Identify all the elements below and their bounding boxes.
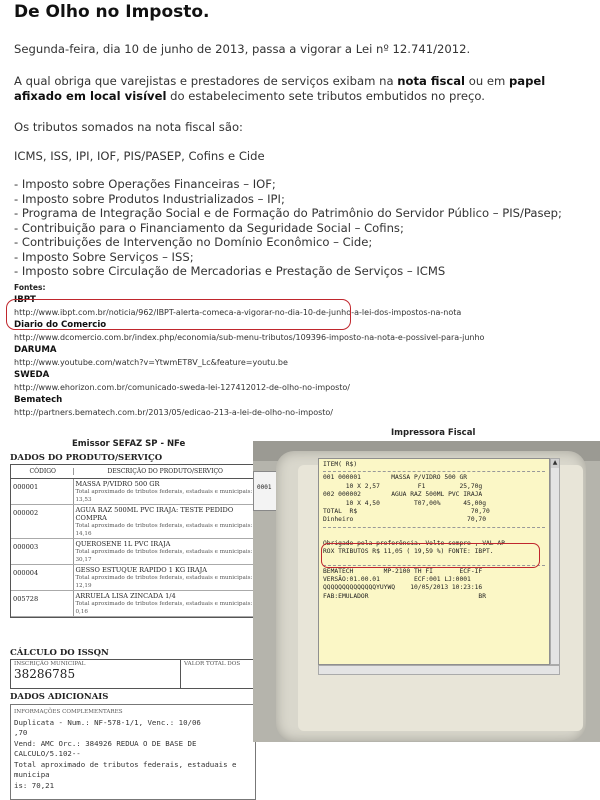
product-desc-cell (73, 479, 256, 504)
adicionais-box (10, 704, 256, 800)
tax-item: - Contribuição para o Financiamento da Seguridade Social – Cofins; (14, 220, 404, 235)
tax-item: - Contribuições de Intervenção no Domínio Econômico – Cide; (14, 235, 373, 249)
product-desc-cell (73, 505, 256, 538)
info-line: Vend: AMC Orc.: 384926 REDUA O DE BASE DE CALCULO/5.102-- (14, 738, 197, 758)
receipt-line: VERSÃO:01.00.01 ECF:001 LJ:0001 (323, 575, 471, 583)
col-desc-header: DESCRIÇÃO DO PRODUTO/SERVIÇO (73, 468, 256, 475)
product-table-header (11, 465, 255, 479)
obriga-text-2: ou em (465, 74, 509, 88)
issqn-title: CÁLCULO DO ISSQN (10, 648, 109, 658)
inscricao-cell (11, 660, 181, 688)
source-url[interactable]: http://www.youtube.com/watch?v=YtwmET8V_Lc&feature=youtu.be (14, 358, 288, 367)
tax-item: - Imposto sobre Produtos Industrializados – IPI; (14, 191, 285, 206)
info-line: Total aproximado de tributos federais, estaduais e municipa (14, 759, 237, 779)
sources-label: Fontes: (14, 283, 46, 292)
source-url[interactable]: http://www.ehorizon.com.br/comunicado-sweda-lei-127412012-de-olho-no-imposto/ (14, 383, 350, 392)
receipt-line: TOTAL R$ 70,70 (323, 507, 490, 515)
horizontal-scrollbar[interactable] (318, 665, 560, 675)
nfe-caption: Emissor SEFAZ SP - NFe (72, 439, 186, 449)
source-name: Diario do Comercio (14, 320, 107, 330)
product-code: 000001 (13, 483, 39, 491)
product-section-title: DADOS DO PRODUTO/SERVIÇO (10, 453, 163, 463)
product-desc-cell (73, 565, 256, 590)
table-row (11, 565, 255, 591)
receipt-line: ITEM( R$) (323, 461, 358, 468)
product-code: 000003 (13, 543, 39, 551)
tax-item: - Imposto sobre Circulação de Mercadorias e Prestação de Serviços – ICMS (14, 264, 446, 278)
page-title: De Olho no Imposto. (14, 2, 210, 22)
source-url[interactable]: http://partners.bematech.com.br/2013/05/edicao-213-a-lei-de-olho-no-imposto/ (14, 408, 333, 417)
valor-total-cell (181, 660, 243, 688)
product-tax-note: Total aproximado de tributos federais, estaduais e municipais: 12,19 (75, 575, 253, 589)
receipt-line: 10 X 2,57 F1 25,70g (323, 482, 483, 490)
nfe-document-image (10, 453, 256, 800)
table-row (11, 505, 255, 539)
table-row (11, 479, 255, 505)
source-name: IBPT (14, 295, 36, 305)
law-obligation-paragraph (14, 74, 589, 104)
source-url[interactable]: http://www.ibpt.com.br/noticia/962/IBPT-alerta-comeca-a-vigorar-no-dia-10-de-junho-a-lei-dos-impostos-na-nota (14, 308, 462, 317)
scroll-up-icon[interactable]: ▲ (552, 459, 558, 466)
col-code-header: CÓDIGO (29, 468, 56, 475)
tax-item: - Imposto Sobre Serviços – ISS; (14, 249, 194, 264)
inscricao-value: 38286785 (14, 667, 76, 681)
product-desc: QUEROSENE 1L PVC IRAJA (75, 540, 171, 548)
receipt-divider (323, 471, 545, 472)
product-code: 000004 (13, 569, 39, 577)
receipt-line: BEMATECH MP-2100 TH FI ECF-IF (323, 567, 483, 575)
table-row (11, 591, 255, 617)
source-url[interactable]: http://www.dcomercio.com.br/index.php/economia/sub-menu-tributos/109396-imposto-na-nota-e-possivel-para-junho (14, 333, 485, 342)
info-line: is: 70,21 (14, 780, 55, 790)
somados-paragraph: Os tributos somados na nota fiscal são: (14, 120, 243, 134)
receipt-line: FAB:EMULADOR BR (323, 592, 487, 600)
receipt-line: QQQQQQQQQQQQQQYUYWQ 10/05/2013 10:23:16 (323, 584, 483, 592)
tax-highlight-oval (321, 543, 540, 568)
product-code: 005728 (13, 595, 39, 603)
tax-item: - Imposto sobre Operações Financeiras – IOF; (14, 177, 276, 191)
product-tax-note: Total aproximado de tributos federais, estaduais e municipais: 0,16 (75, 601, 253, 615)
receipt-line: 10 X 4,50 T07,00% 45,00g (323, 499, 487, 507)
source-name: DARUMA (14, 345, 57, 355)
side-window-fragment: 0001 (253, 471, 277, 511)
product-code: 000002 (13, 509, 39, 517)
product-desc-cell (73, 591, 256, 616)
printer-caption: Impressora Fiscal (391, 428, 476, 438)
product-tax-note: Total aproximado de tributos federais, estaduais e municipais: 13,53 (75, 489, 253, 503)
receipt-line: Dinheiro 70,70 (323, 516, 487, 524)
product-tax-note: Total aproximado de tributos federais, estaduais e municipais: 30,17 (75, 549, 253, 563)
obriga-bold-1: nota fiscal (397, 74, 466, 88)
issqn-box (10, 659, 256, 689)
tax-total-highlight-oval (6, 299, 351, 330)
product-desc: ARRUELA LISA ZINCADA 1/4 (75, 592, 176, 600)
obriga-text-3: do estabelecimento sete tributos embutidos no preço. (166, 89, 485, 103)
receipt-line: ROX TRIBUTOS R$ 11,05 ( 19,59 %) FONTE: IBPT. (323, 548, 494, 556)
intro-paragraph: Segunda-feira, dia 10 de junho de 2013, passa a vigorar a Lei nº 12.741/2012. (14, 42, 471, 56)
fiscal-printer-image (253, 441, 600, 742)
adicionais-title: DADOS ADICIONAIS (10, 692, 109, 702)
source-name: SWEDA (14, 370, 50, 380)
receipt-divider (323, 527, 545, 528)
source-name: Bematech (14, 395, 63, 405)
table-row (11, 539, 255, 565)
receipt-line: Obrigado pela preferência. Volte sempre , VAL AP (323, 539, 505, 547)
product-desc: MASSA P/VIDRO 500 GR (75, 480, 160, 488)
tax-list-summary: ICMS, ISS, IPI, IOF, PIS/PASEP, Cofins e Cide (14, 149, 265, 163)
valor-total-label: VALOR TOTAL DOS (184, 661, 241, 667)
obriga-text-1: A qual obriga que varejistas e prestadores de serviços exibam na (14, 74, 398, 88)
info-label: INFORMAÇÕES COMPLEMENTARES (14, 709, 123, 715)
receipt-line: 001 000001 MASSA P/VIDRO 500 GR (323, 474, 468, 482)
info-line: Duplicata - Num.: NF-578-1/1, Venc.: 10/06 (14, 717, 201, 727)
inscricao-label: INSCRIÇÃO MUNICIPAL (14, 661, 86, 667)
info-line: ,70 (14, 728, 28, 737)
obriga-bold-2: papel afixado em local visível (14, 74, 546, 103)
product-desc: GESSO ESTUQUE RAPIDO 1 KG IRAJA (75, 566, 208, 574)
product-tax-note: Total aproximado de tributos federais, estaduais e municipais: 14,16 (75, 523, 253, 537)
tax-item: - Programa de Integração Social e de Formação do Patrimônio do Servidor Público – PIS/Pasep; (14, 206, 562, 220)
product-desc-cell (73, 539, 256, 564)
tax-list (14, 177, 589, 279)
vertical-scrollbar[interactable] (550, 458, 560, 665)
receipt-line: 002 000002 AGUA RAZ 500ML PVC IRAJA (323, 491, 483, 499)
product-table (10, 464, 256, 618)
product-desc: AGUA RAZ 500ML PVC IRAJA: TESTE PEDIDO COMPRA (75, 506, 234, 522)
